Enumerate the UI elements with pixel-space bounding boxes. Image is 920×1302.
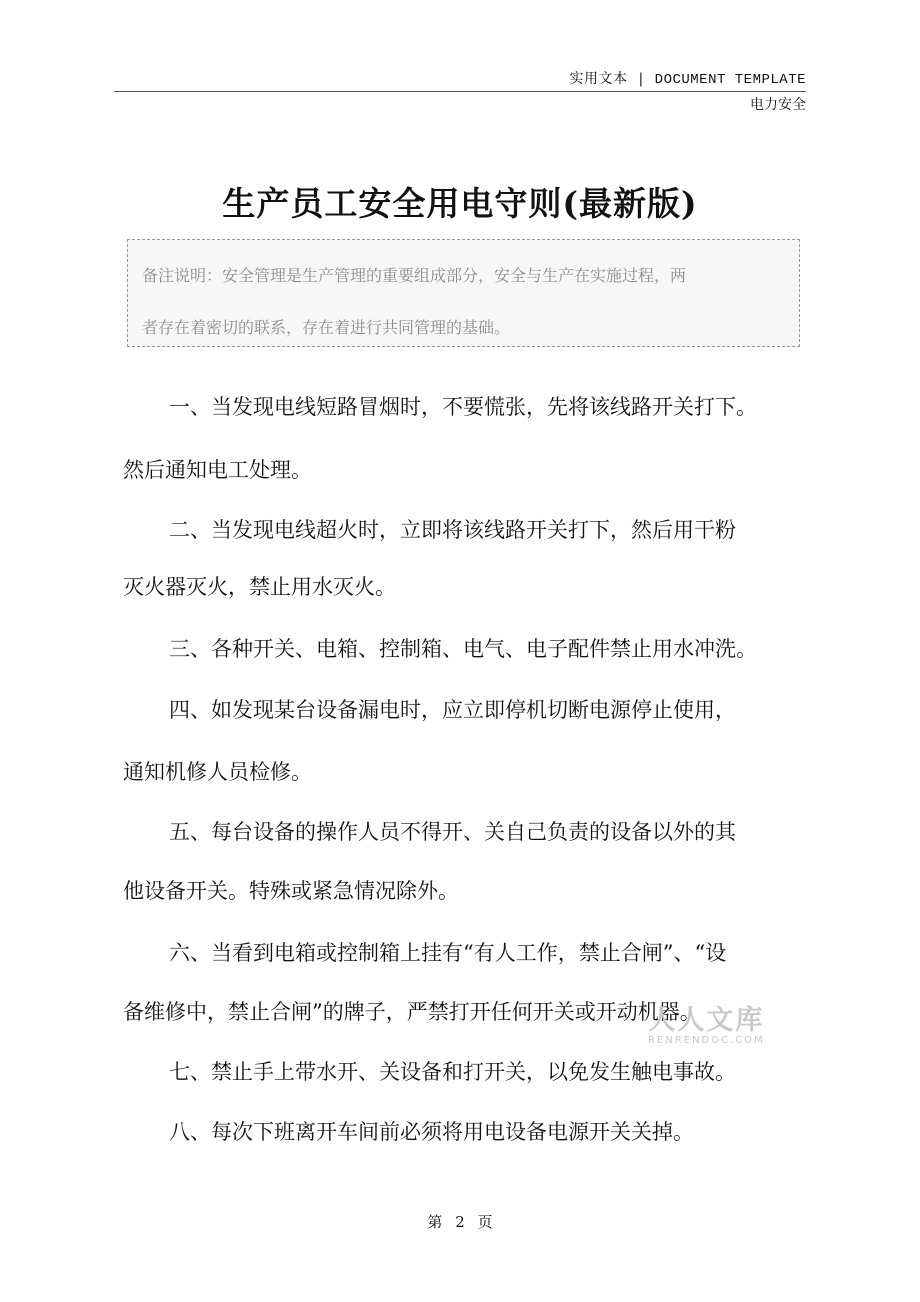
document-title: 生产员工安全用电守则(最新版) <box>222 184 698 223</box>
watermark <box>648 998 765 1046</box>
body-line: 四、如发现某台设备漏电时，应立即停机切断电源停止使用， <box>169 698 736 722</box>
header-category: 电力安全 <box>750 97 806 113</box>
body-line: 八、每次下班离开车间前必须将用电设备电源开关关掉。 <box>169 1120 694 1144</box>
body-line: 二、当发现电线超火时，立即将该线路开关打下，然后用干粉 <box>169 518 736 542</box>
footer-suffix: 页 <box>477 1213 493 1231</box>
body-line: 通知机修人员检修。 <box>123 760 312 784</box>
body-line: 六、当看到电箱或控制箱上挂有“有人工作，禁止合闸”、“设 <box>169 941 727 965</box>
header-label <box>570 68 806 88</box>
page-number: 2 <box>455 1213 465 1231</box>
body-line: 灭火器灭火，禁止用水灭火。 <box>123 575 396 599</box>
watermark-main: 人人文库 <box>648 1005 765 1036</box>
header-divider <box>114 91 806 92</box>
header-separator: | <box>638 71 644 87</box>
body-line: 备维修中，禁止合闸”的牌子，严禁打开任何开关或开动机器。 <box>123 1000 701 1024</box>
body-line: 一、当发现电线短路冒烟时，不要慌张，先将该线路开关打下。 <box>169 395 757 419</box>
body-line: 然后通知电工处理。 <box>123 458 312 482</box>
body-line: 五、每台设备的操作人员不得开、关自己负责的设备以外的其 <box>169 820 736 844</box>
note-line-1: 备注说明：安全管理是生产管理的重要组成部分，安全与生产在实施过程，两 <box>142 266 687 285</box>
header-label-en: DOCUMENT TEMPLATE <box>654 72 806 88</box>
note-box <box>127 239 800 347</box>
body-line: 他设备开关。特殊或紧急情况除外。 <box>123 879 459 903</box>
page-footer <box>0 1211 920 1232</box>
note-line-2: 者存在着密切的联系，存在着进行共同管理的基础。 <box>142 318 511 337</box>
body-line: 七、禁止手上带水开、关设备和打开关，以免发生触电事故。 <box>169 1060 736 1084</box>
body-line: 三、各种开关、电箱、控制箱、电气、电子配件禁止用水冲洗。 <box>169 637 757 661</box>
header-label-cn: 实用文本 <box>569 71 628 87</box>
watermark-sub: RENRENDOC.COM <box>648 1035 765 1046</box>
footer-prefix: 第 <box>427 1213 443 1231</box>
